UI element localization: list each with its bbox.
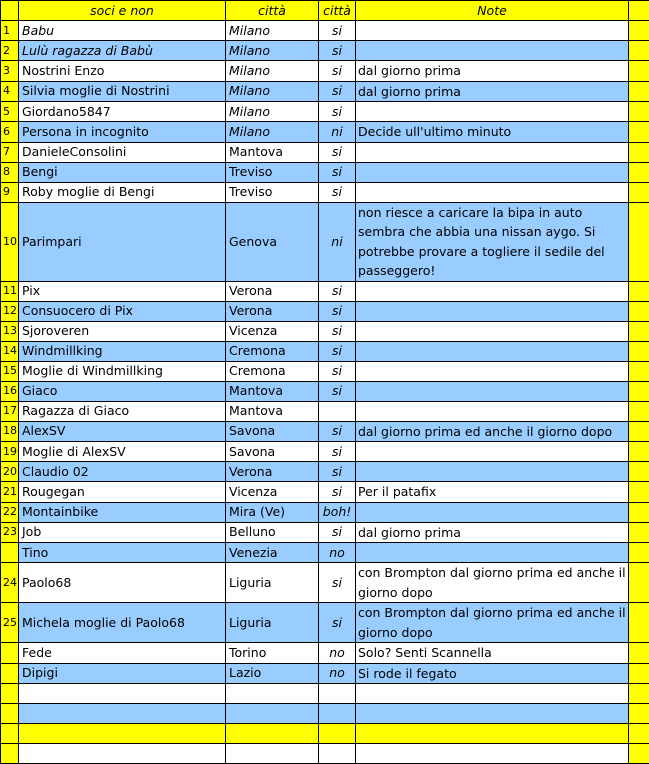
- table-row: [1, 301, 649, 321]
- name-cell[interactable]: Pix: [19, 281, 226, 301]
- side-cell[interactable]: [629, 1, 649, 21]
- note-cell[interactable]: [356, 341, 629, 361]
- name-cell[interactable]: Consuocero di Pix: [19, 301, 226, 321]
- name-cell[interactable]: Michela moglie di Paolo68: [19, 603, 226, 643]
- side-cell[interactable]: [629, 162, 649, 182]
- note-cell[interactable]: Decide ull'ultimo minuto: [356, 122, 629, 143]
- attendance-cell[interactable]: si: [319, 522, 356, 543]
- row-number-cell[interactable]: 19: [1, 442, 19, 462]
- empty-cell[interactable]: [1, 704, 19, 724]
- row-number-cell[interactable]: [1, 643, 19, 664]
- attendance-cell[interactable]: si: [319, 21, 356, 41]
- name-cell[interactable]: DanieleConsolini: [19, 142, 226, 162]
- note-cell[interactable]: Per il patafix: [356, 482, 629, 503]
- row-number-cell[interactable]: 3: [1, 61, 19, 82]
- attendance-cell[interactable]: si: [319, 301, 356, 321]
- note-cell[interactable]: [356, 381, 629, 401]
- side-cell[interactable]: [629, 502, 649, 522]
- row-number-cell[interactable]: 20: [1, 462, 19, 482]
- note-cell[interactable]: [356, 41, 629, 61]
- name-cell[interactable]: Babu: [19, 21, 226, 41]
- empty-cell[interactable]: [319, 744, 356, 764]
- city-cell[interactable]: Savona: [226, 421, 319, 442]
- attendance-cell[interactable]: si: [319, 442, 356, 462]
- empty-row: [1, 724, 649, 744]
- empty-cell[interactable]: [629, 744, 649, 764]
- header-nome[interactable]: soci e non: [19, 1, 226, 21]
- side-cell[interactable]: [629, 281, 649, 301]
- attendance-cell[interactable]: si: [319, 462, 356, 482]
- note-cell[interactable]: con Brompton dal giorno prima ed anche il giorno dopo: [356, 603, 629, 643]
- note-cell[interactable]: [356, 543, 629, 563]
- side-cell[interactable]: [629, 182, 649, 202]
- note-cell[interactable]: [356, 361, 629, 381]
- attendance-cell[interactable]: si: [319, 482, 356, 503]
- corner-cell[interactable]: [1, 1, 19, 21]
- note-cell[interactable]: Si rode il fegato: [356, 663, 629, 684]
- name-cell[interactable]: Nostrini Enzo: [19, 61, 226, 82]
- side-cell[interactable]: [629, 361, 649, 381]
- table-row: [1, 381, 649, 401]
- attendance-cell[interactable]: si: [319, 321, 356, 341]
- side-cell[interactable]: [629, 603, 649, 643]
- side-cell[interactable]: [629, 522, 649, 543]
- name-cell[interactable]: Fede: [19, 643, 226, 664]
- empty-cell[interactable]: [319, 724, 356, 744]
- attendance-cell[interactable]: si: [319, 421, 356, 442]
- empty-cell[interactable]: [356, 704, 629, 724]
- table-row: [1, 61, 649, 82]
- note-cell[interactable]: [356, 162, 629, 182]
- note-cell[interactable]: [356, 142, 629, 162]
- row-number-cell[interactable]: 7: [1, 142, 19, 162]
- side-cell[interactable]: [629, 543, 649, 563]
- table-row: [1, 281, 649, 301]
- table-row: [1, 482, 649, 503]
- empty-cell[interactable]: [1, 724, 19, 744]
- table-row: [1, 543, 649, 563]
- empty-cell[interactable]: [226, 684, 319, 704]
- city-cell[interactable]: Milano: [226, 102, 319, 122]
- side-cell[interactable]: [629, 61, 649, 82]
- attendance-cell[interactable]: si: [319, 603, 356, 643]
- name-cell[interactable]: Claudio 02: [19, 462, 226, 482]
- table-row: [1, 162, 649, 182]
- row-number-cell[interactable]: 11: [1, 281, 19, 301]
- row-number-cell[interactable]: 24: [1, 563, 19, 603]
- row-number-cell[interactable]: 21: [1, 482, 19, 503]
- city-cell[interactable]: Vicenza: [226, 482, 319, 503]
- note-cell[interactable]: dal giorno prima: [356, 61, 629, 82]
- row-number-cell[interactable]: 14: [1, 341, 19, 361]
- row-number-cell[interactable]: 6: [1, 122, 19, 143]
- city-cell[interactable]: Genova: [226, 202, 319, 281]
- empty-row: [1, 684, 649, 704]
- city-cell[interactable]: Liguria: [226, 603, 319, 643]
- empty-cell[interactable]: [226, 724, 319, 744]
- city-cell[interactable]: Belluno: [226, 522, 319, 543]
- city-cell[interactable]: Liguria: [226, 563, 319, 603]
- side-cell[interactable]: [629, 102, 649, 122]
- table-row: [1, 563, 649, 603]
- city-cell[interactable]: Mira (Ve): [226, 502, 319, 522]
- city-cell[interactable]: Milano: [226, 61, 319, 82]
- empty-cell[interactable]: [226, 744, 319, 764]
- empty-cell[interactable]: [19, 684, 226, 704]
- row-number-cell[interactable]: 23: [1, 522, 19, 543]
- attendance-cell[interactable]: si: [319, 102, 356, 122]
- row-number-cell[interactable]: [1, 663, 19, 684]
- attendance-cell[interactable]: si: [319, 563, 356, 603]
- attendance-cell[interactable]: si: [319, 162, 356, 182]
- city-cell[interactable]: Verona: [226, 462, 319, 482]
- attendance-cell[interactable]: si: [319, 341, 356, 361]
- name-cell[interactable]: Moglie di Windmillking: [19, 361, 226, 381]
- city-cell[interactable]: Mantova: [226, 381, 319, 401]
- name-cell[interactable]: Lulù ragazza di Babù: [19, 41, 226, 61]
- name-cell[interactable]: Roby moglie di Bengi: [19, 182, 226, 202]
- name-cell[interactable]: Giaco: [19, 381, 226, 401]
- city-cell[interactable]: Verona: [226, 281, 319, 301]
- table-row: [1, 502, 649, 522]
- name-cell[interactable]: Ragazza di Giaco: [19, 401, 226, 421]
- name-cell[interactable]: Sjoroveren: [19, 321, 226, 341]
- side-cell[interactable]: [629, 122, 649, 143]
- attendance-cell[interactable]: no: [319, 543, 356, 563]
- city-cell[interactable]: Verona: [226, 301, 319, 321]
- row-number-cell[interactable]: 18: [1, 421, 19, 442]
- note-cell[interactable]: dal giorno prima: [356, 522, 629, 543]
- side-cell[interactable]: [629, 142, 649, 162]
- city-cell[interactable]: Mantova: [226, 142, 319, 162]
- city-cell[interactable]: Cremona: [226, 361, 319, 381]
- table-row: [1, 663, 649, 684]
- name-cell[interactable]: Bengi: [19, 162, 226, 182]
- side-cell[interactable]: [629, 381, 649, 401]
- city-cell[interactable]: Milano: [226, 21, 319, 41]
- city-cell[interactable]: Milano: [226, 81, 319, 102]
- table-row: [1, 603, 649, 643]
- table-row: [1, 361, 649, 381]
- note-cell[interactable]: [356, 442, 629, 462]
- name-cell[interactable]: Rougegan: [19, 482, 226, 503]
- table-row: [1, 81, 649, 102]
- note-cell[interactable]: [356, 21, 629, 41]
- side-cell[interactable]: [629, 21, 649, 41]
- side-cell[interactable]: [629, 462, 649, 482]
- row-number-cell[interactable]: 1: [1, 21, 19, 41]
- note-cell[interactable]: con Brompton dal giorno prima ed anche il giorno dopo: [356, 563, 629, 603]
- side-cell[interactable]: [629, 301, 649, 321]
- header-citta-2[interactable]: città: [319, 1, 356, 21]
- city-cell[interactable]: Milano: [226, 122, 319, 143]
- side-cell[interactable]: [629, 421, 649, 442]
- name-cell[interactable]: Silvia moglie di Nostrini: [19, 81, 226, 102]
- side-cell[interactable]: [629, 442, 649, 462]
- attendance-cell[interactable]: boh!: [319, 502, 356, 522]
- city-cell[interactable]: Savona: [226, 442, 319, 462]
- city-cell[interactable]: Mantova: [226, 401, 319, 421]
- side-cell[interactable]: [629, 321, 649, 341]
- table-row: [1, 142, 649, 162]
- table-row: [1, 341, 649, 361]
- header-note[interactable]: Note: [356, 1, 629, 21]
- row-number-cell[interactable]: [1, 543, 19, 563]
- row-number-cell[interactable]: 15: [1, 361, 19, 381]
- table-row: [1, 122, 649, 143]
- row-number-cell[interactable]: 5: [1, 102, 19, 122]
- note-cell[interactable]: [356, 401, 629, 421]
- attendance-cell[interactable]: no: [319, 663, 356, 684]
- table-row: [1, 21, 649, 41]
- name-cell[interactable]: Paolo68: [19, 563, 226, 603]
- table-row: [1, 401, 649, 421]
- note-cell[interactable]: [356, 102, 629, 122]
- side-cell[interactable]: [629, 663, 649, 684]
- header-citta[interactable]: città: [226, 1, 319, 21]
- side-cell[interactable]: [629, 563, 649, 603]
- name-cell[interactable]: Persona in incognito: [19, 122, 226, 143]
- name-cell[interactable]: Montainbike: [19, 502, 226, 522]
- attendance-cell[interactable]: si: [319, 281, 356, 301]
- note-cell[interactable]: [356, 502, 629, 522]
- name-cell[interactable]: Moglie di AlexSV: [19, 442, 226, 462]
- name-cell[interactable]: Dipigi: [19, 663, 226, 684]
- name-cell[interactable]: Job: [19, 522, 226, 543]
- empty-cell[interactable]: [319, 684, 356, 704]
- row-number-cell[interactable]: 17: [1, 401, 19, 421]
- row-number-cell[interactable]: 25: [1, 603, 19, 643]
- empty-cell[interactable]: [19, 704, 226, 724]
- side-cell[interactable]: [629, 643, 649, 664]
- empty-cell[interactable]: [1, 684, 19, 704]
- row-number-cell[interactable]: 8: [1, 162, 19, 182]
- row-number-cell[interactable]: 22: [1, 502, 19, 522]
- table-row: [1, 462, 649, 482]
- side-cell[interactable]: [629, 482, 649, 503]
- empty-cell[interactable]: [629, 704, 649, 724]
- city-cell[interactable]: Treviso: [226, 162, 319, 182]
- side-cell[interactable]: [629, 341, 649, 361]
- empty-row: [1, 704, 649, 724]
- empty-cell[interactable]: [1, 744, 19, 764]
- attendance-cell[interactable]: si: [319, 142, 356, 162]
- note-cell[interactable]: dal giorno prima ed anche il giorno dopo: [356, 421, 629, 442]
- empty-cell[interactable]: [226, 704, 319, 724]
- table-row: [1, 102, 649, 122]
- empty-row: [1, 744, 649, 764]
- city-cell[interactable]: Milano: [226, 41, 319, 61]
- table-row: [1, 442, 649, 462]
- row-number-cell[interactable]: 16: [1, 381, 19, 401]
- attendance-cell[interactable]: si: [319, 381, 356, 401]
- attendance-cell[interactable]: si: [319, 182, 356, 202]
- city-cell[interactable]: Cremona: [226, 341, 319, 361]
- note-cell[interactable]: [356, 182, 629, 202]
- name-cell[interactable]: Parimpari: [19, 202, 226, 281]
- note-cell[interactable]: non riesce a caricare la bipa in auto sembra che abbia una nissan aygo. Si potrebbe provare a togliere il sedile del passeggero!: [356, 202, 629, 281]
- city-cell[interactable]: Torino: [226, 643, 319, 664]
- empty-cell[interactable]: [629, 724, 649, 744]
- table-row: [1, 321, 649, 341]
- attendance-cell[interactable]: ni: [319, 202, 356, 281]
- name-cell[interactable]: Tino: [19, 543, 226, 563]
- note-cell[interactable]: [356, 301, 629, 321]
- empty-cell[interactable]: [19, 744, 226, 764]
- empty-cell[interactable]: [356, 724, 629, 744]
- note-cell[interactable]: dal giorno prima: [356, 81, 629, 102]
- table-row: [1, 522, 649, 543]
- empty-cell[interactable]: [319, 704, 356, 724]
- city-cell[interactable]: Vicenza: [226, 321, 319, 341]
- table-row: [1, 643, 649, 664]
- city-cell[interactable]: Venezia: [226, 543, 319, 563]
- empty-cell[interactable]: [356, 684, 629, 704]
- name-cell[interactable]: Windmillking: [19, 341, 226, 361]
- header-row: [1, 1, 649, 21]
- row-number-cell[interactable]: 4: [1, 81, 19, 102]
- attendance-cell[interactable]: si: [319, 41, 356, 61]
- table-row: [1, 41, 649, 61]
- attendance-cell[interactable]: si: [319, 81, 356, 102]
- table-row: [1, 202, 649, 281]
- side-cell[interactable]: [629, 202, 649, 281]
- row-number-cell[interactable]: 12: [1, 301, 19, 321]
- empty-cell[interactable]: [19, 724, 226, 744]
- attendance-cell[interactable]: ni: [319, 122, 356, 143]
- table-row: [1, 421, 649, 442]
- city-cell[interactable]: Treviso: [226, 182, 319, 202]
- note-cell[interactable]: Solo? Senti Scannella: [356, 643, 629, 664]
- row-number-cell[interactable]: 9: [1, 182, 19, 202]
- side-cell[interactable]: [629, 81, 649, 102]
- attendance-cell[interactable]: si: [319, 361, 356, 381]
- side-cell[interactable]: [629, 401, 649, 421]
- name-cell[interactable]: Giordano5847: [19, 102, 226, 122]
- attendance-cell[interactable]: si: [319, 61, 356, 82]
- row-number-cell[interactable]: 10: [1, 202, 19, 281]
- row-number-cell[interactable]: 13: [1, 321, 19, 341]
- side-cell[interactable]: [629, 41, 649, 61]
- note-cell[interactable]: [356, 321, 629, 341]
- attendance-cell[interactable]: no: [319, 643, 356, 664]
- note-cell[interactable]: [356, 281, 629, 301]
- row-number-cell[interactable]: 2: [1, 41, 19, 61]
- empty-cell[interactable]: [629, 684, 649, 704]
- city-cell[interactable]: Lazio: [226, 663, 319, 684]
- note-cell[interactable]: [356, 462, 629, 482]
- attendance-cell[interactable]: [319, 401, 356, 421]
- empty-cell[interactable]: [356, 744, 629, 764]
- name-cell[interactable]: AlexSV: [19, 421, 226, 442]
- table-row: [1, 182, 649, 202]
